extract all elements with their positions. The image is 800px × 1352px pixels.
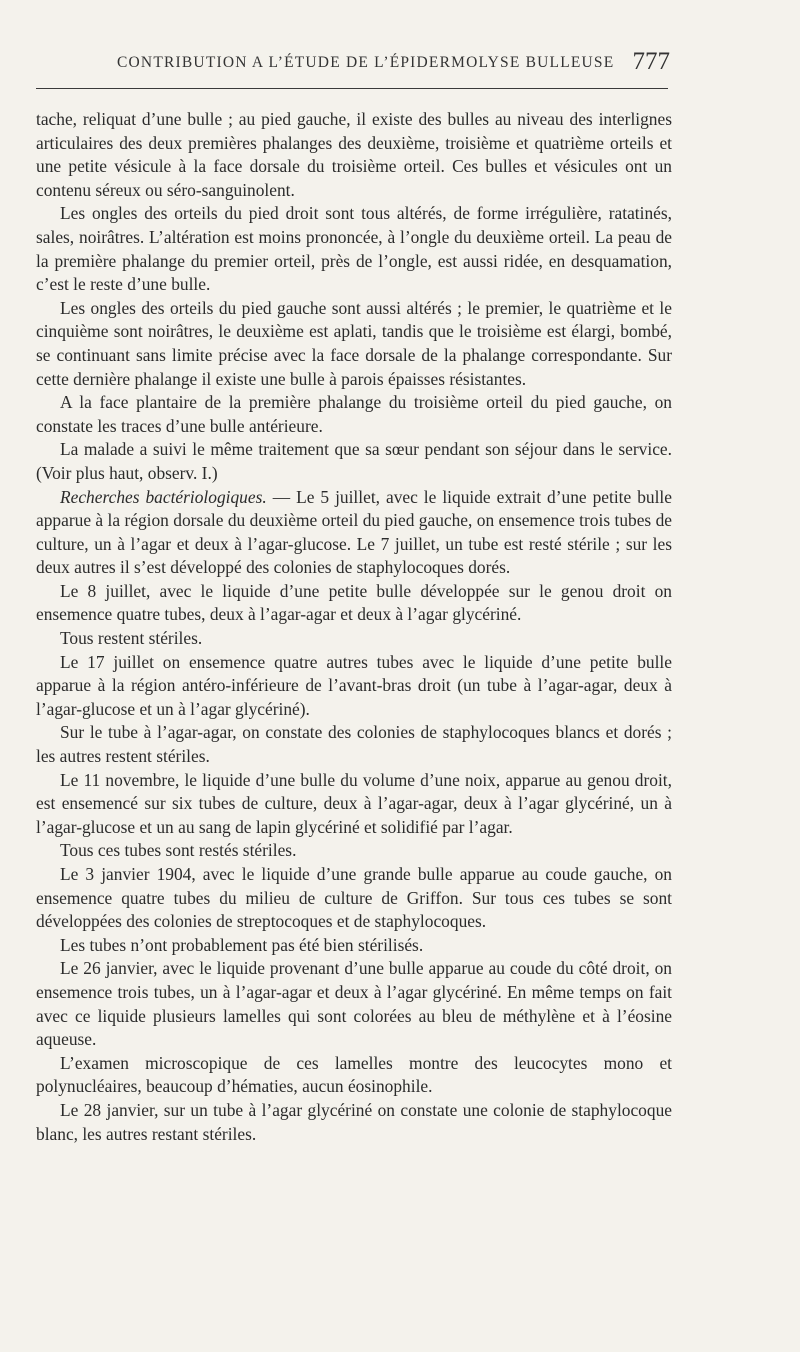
paragraph: Les tubes n’ont probablement pas été bien stérilisés. [60, 934, 424, 955]
paragraph: Tous restent stériles. [60, 628, 203, 649]
paragraph: Les ongles des orteils du pied gauche sont aussi altérés ; le premier, le quatrième et le cinquième sont noirâtres, le deuxième est aplati, tandis que le troisième est élargi, bombé, se continuant sans limite précise avec la face dorsale de la phalange correspondante. Sur cette dernière phalange il existe une bulle à parois épaisses résistantes. [36, 297, 672, 389]
paragraph: A la face plantaire de la première phalange du troisième orteil du pied gauche, on constate les traces d’une bulle antérieure. [36, 392, 672, 436]
paragraph: Le 28 janvier, sur un tube à l’agar glycériné on constate une colonie de staphylocoque blanc, les autres restant stériles. [36, 1099, 672, 1144]
running-title: CONTRIBUTION A L’ÉTUDE DE L’ÉPIDERMOLYSE BULLEUSE [117, 54, 615, 71]
italic-lead: Recherches bactériologiques. [60, 486, 267, 507]
paragraph: L’examen microscopique de ces lamelles montre des leucocytes mono et polynucléaires, beaucoup d’hématies, aucun éosinophile. [36, 1052, 672, 1097]
header-rule [36, 88, 668, 89]
page-number: 777 [632, 48, 670, 75]
page-header [40, 54, 670, 72]
paragraph: La malade a suivi le même traitement que sa sœur pendant son séjour dans le service. (Voir plus haut, observ. I.) [36, 439, 672, 483]
body-text [36, 108, 672, 1146]
paragraph: Le 3 janvier 1904, avec le liquide d’une grande bulle apparue au coude gauche, on ensemence quatre tubes du milieu de culture de Griffon. Sur tous ces tubes se sont développées des colonies de streptocoques et de staphylocoques. [36, 864, 672, 932]
paragraph: Le 8 juillet, avec le liquide d’une petite bulle développée sur le genou droit on ensemence quatre tubes, deux à l’agar-agar et deux à l’agar glycériné. [36, 580, 672, 625]
paragraph: tache, reliquat d’une bulle ; au pied gauche, il existe des bulles au niveau des interlignes articulaires des deux premières phalanges des deuxième, troisième et quatrième orteils et une petite vésicule à la face dorsale du troisième orteil. Ces bulles et vésicules ont un contenu séreux ou séro-sanguinolent. [36, 109, 672, 200]
paragraph: Sur le tube à l’agar-agar, on constate des colonies de staphylocoques blancs et dorés ; les autres restent stériles. [36, 722, 672, 767]
paragraph: Le 11 novembre, le liquide d’une bulle du volume d’une noix, apparue au genou droit, est ensemencé sur six tubes de culture, deux à l’agar-agar, deux à l’agar glycériné, un à l’agar-glucose et un au sang de lapin glycériné et solidifié par l’agar. [36, 769, 672, 837]
paragraph-text: — Le 5 juillet, avec le liquide extrait d’une petite bulle apparue à la région dorsale du deuxième orteil du pied gauche, on ensemence trois tubes de culture, un à l’agar et deux à l’agar-glucose. Le 7 juillet, un tube est resté stérile ; sur les deux autres il s’est développé des colonies de staphylocoques dorés. [36, 486, 672, 578]
paragraph: Le 17 juillet on ensemence quatre autres tubes avec le liquide d’une petite bulle apparue à la région antéro-inférieure de l’avant-bras droit (un tube à l’agar-agar, deux à l’agar-glucose et un à l’agar glycériné). [36, 651, 672, 719]
paragraph: Le 26 janvier, avec le liquide provenant d’une bulle apparue au coude du côté droit, on ensemence trois tubes, un à l’agar-agar et deux à l’agar glycériné. En même temps on fait avec ce liquide plusieurs lamelles qui sont colorées au bleu de méthylène et à l’éosine aqueuse. [36, 958, 672, 1050]
paragraph: Les ongles des orteils du pied droit sont tous altérés, de forme irrégulière, ratatinés, sales, noirâtres. L’altération est moins prononcée, à l’ongle du deuxième orteil. La peau de la première phalange du premier orteil, près de l’ongle, est aussi ridée, en desquamation, c’est le reste d’une bulle. [36, 203, 672, 295]
paragraph-bacteriology [36, 486, 672, 580]
paragraph: Tous ces tubes sont restés stériles. [60, 840, 297, 861]
